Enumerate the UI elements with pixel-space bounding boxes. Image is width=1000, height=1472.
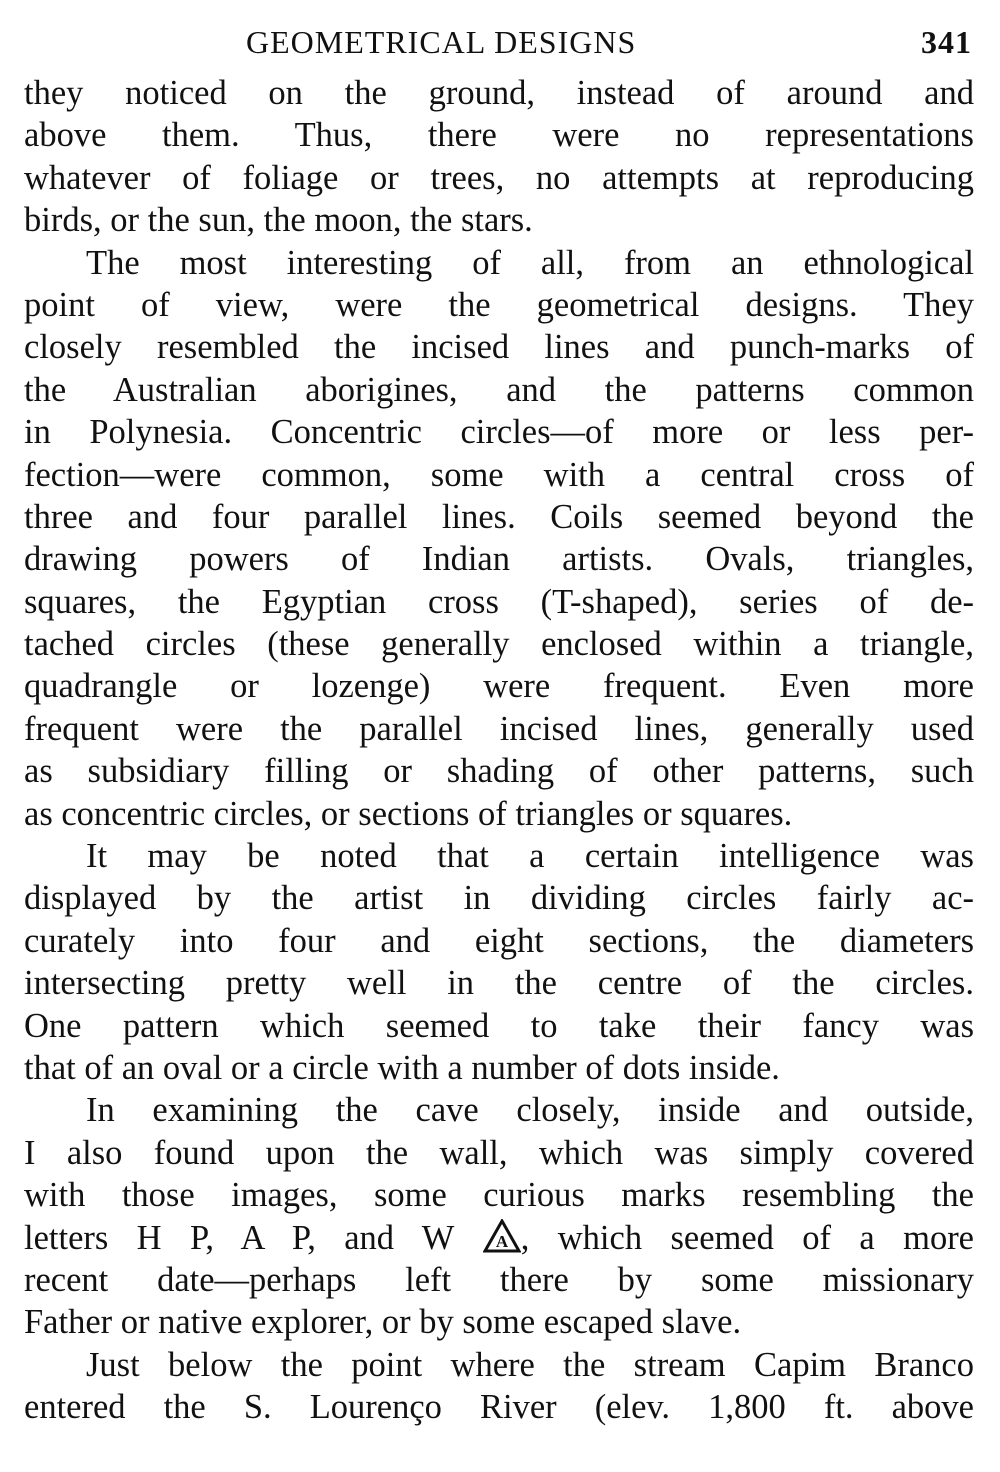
text-line: whatever of foliage or trees, no attempts at reproducing	[24, 158, 974, 197]
running-title: GEOMETRICAL DESIGNS	[246, 24, 637, 60]
text-line-with-symbol	[24, 1217, 974, 1259]
text-line: One pattern which seemed to take their fancy was	[24, 1006, 974, 1045]
text-line: I also found upon the wall, which was simply covered	[24, 1133, 974, 1172]
paragraph-4	[24, 1089, 974, 1343]
text-line: squares, the Egyptian cross (T-shaped), series of de-	[24, 582, 974, 621]
text-line: as concentric circles, or sections of triangles or squares.	[24, 794, 793, 833]
text-line: frequent were the parallel incised lines, generally used	[24, 709, 974, 748]
symbol-line-after: , which seemed of a more	[520, 1218, 974, 1257]
text-line: recent date—perhaps left there by some missionary	[24, 1260, 974, 1299]
text-line: quadrangle or lozenge) were frequent. Even more	[24, 667, 974, 706]
page-number: 341	[921, 24, 972, 60]
text-line: with those images, some curious marks resembling the	[24, 1176, 974, 1215]
running-head	[24, 22, 974, 72]
paragraph-1	[24, 72, 974, 242]
paragraph-5	[24, 1344, 974, 1429]
svg-text:A: A	[495, 1231, 508, 1251]
text-line: three and four parallel lines. Coils seemed beyond the	[24, 497, 974, 536]
text-line: intersecting pretty well in the centre of the circles.	[24, 964, 974, 1003]
text-line: The most interesting of all, from an ethnological	[86, 243, 974, 282]
text-line: above them. Thus, there were no representations	[24, 116, 974, 155]
text-line: displayed by the artist in dividing circles fairly ac-	[24, 879, 974, 918]
text-line: the Australian aborigines, and the patterns common	[24, 370, 974, 409]
triangle-a-symbol-icon	[483, 1219, 521, 1253]
text-line: drawing powers of Indian artists. Ovals, triangles,	[24, 540, 974, 579]
text-line: point of view, were the geometrical designs. They	[24, 285, 974, 324]
paragraph-3	[24, 835, 974, 1089]
text-line: Father or native explorer, or by some escaped slave.	[24, 1303, 742, 1342]
text-line: as subsidiary filling or shading of other patterns, such	[24, 752, 974, 791]
text-line: fection—were common, some with a central cross of	[24, 455, 974, 494]
paragraph-2	[24, 242, 974, 835]
text-line: entered the S. Lourenço River (elev. 1,800 ft. above	[24, 1388, 974, 1427]
text-line: curately into four and eight sections, the diameters	[24, 921, 974, 960]
text-line: Just below the point where the stream Capim Branco	[86, 1345, 974, 1384]
text-line: in Polynesia. Concentric circles—of more or less per-	[24, 413, 974, 452]
text-line: birds, or the sun, the moon, the stars.	[24, 201, 533, 240]
text-line: In examining the cave closely, inside and outside,	[86, 1091, 974, 1130]
symbol-line-before: letters H P, A P, and W	[24, 1218, 455, 1257]
text-line: closely resembled the incised lines and punch-marks of	[24, 328, 974, 367]
text-line: that of an oval or a circle with a number of dots inside.	[24, 1048, 780, 1087]
body-text	[24, 72, 974, 1429]
book-page	[24, 22, 974, 1429]
text-line: they noticed on the ground, instead of around and	[24, 74, 974, 112]
text-line: tached circles (these generally enclosed within a triangle,	[24, 625, 974, 664]
text-line: It may be noted that a certain intelligence was	[86, 837, 974, 876]
